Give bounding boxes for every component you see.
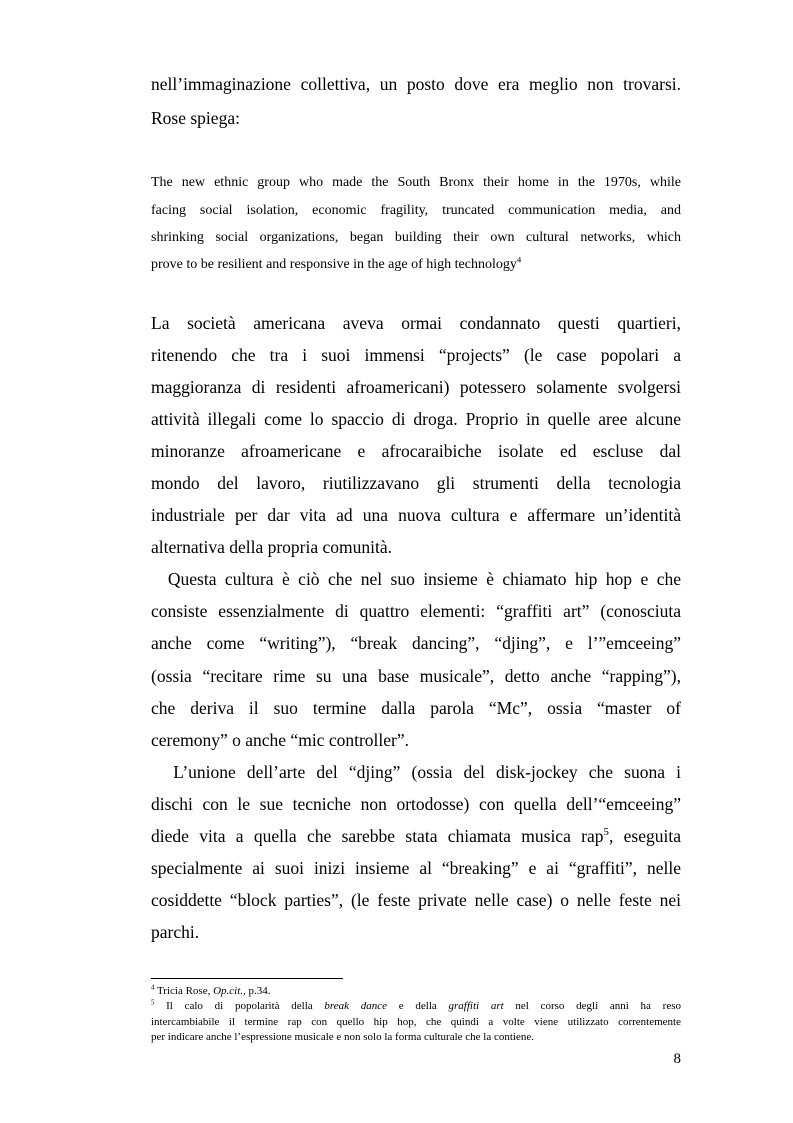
quote-line-4-text: prove to be resilient and responsive in the age of high technology xyxy=(151,257,517,272)
quote-line-2: facing social isolation, economic fragility, truncated communication media, and xyxy=(151,203,681,218)
footnote-5-text-c: e della xyxy=(387,1000,449,1012)
footnote-5-line-2: intercambiabile il termine rap con quello hip hop, che quindi a volte viene utilizzato correntemente xyxy=(151,1016,681,1028)
page-number: 8 xyxy=(673,1051,681,1067)
quote-line-1: The new ethnic group who made the South Bronx their home in the 1970s, while xyxy=(151,175,681,190)
paragraph-2-line-3: anche come “writing”), “break dancing”, “djing”, e l’”emceeing” xyxy=(151,633,681,653)
quote-line-3: shrinking social organizations, began building their own cultural networks, which xyxy=(151,230,681,245)
paragraph-3-line-5: cosiddette “block parties”, (le feste private nelle case) o nelle feste nei xyxy=(151,890,681,910)
intro-line-2: Rose spiega: xyxy=(151,108,240,128)
footnote-5-line-3: per indicare anche l’espressione musicale e non solo la forma culturale che la contiene. xyxy=(151,1031,535,1043)
paragraph-3-line-3-b: , eseguita xyxy=(608,826,681,846)
footnote-4-text-italic: Op.cit., xyxy=(213,985,246,997)
footnote-4-text-b: p.34. xyxy=(245,985,271,997)
footnote-4-text-a: Tricia Rose, xyxy=(154,985,214,997)
footnote-4 xyxy=(151,985,681,997)
paragraph-2-line-6: ceremony” o anche “mic controller”. xyxy=(151,730,409,750)
quote-line-4 xyxy=(151,254,681,273)
paragraph-1-line-3: maggioranza di residenti afroamericani) potessero solamente svolgersi xyxy=(151,377,681,397)
paragraph-1-line-4: attività illegali come lo spaccio di droga. Proprio in quelle aree alcune xyxy=(151,409,681,429)
paragraph-3-line-2: dischi con le sue tecniche non ortodosse) con quella dell’“emceeing” xyxy=(151,794,681,814)
paragraph-3-line-3 xyxy=(151,826,681,847)
footnote-5-line-1 xyxy=(151,1000,681,1012)
paragraph-2-line-2: consiste essenzialmente di quattro elementi: “graffiti art” (conosciuta xyxy=(151,601,681,621)
paragraph-3-line-1: L’unione dell’arte del “djing” (ossia del disk-jockey che suona i xyxy=(151,762,681,782)
paragraph-1-line-6: mondo del lavoro, riutilizzavano gli strumenti della tecnologia xyxy=(151,473,681,493)
paragraph-2-line-1: Questa cultura è ciò che nel suo insieme è chiamato hip hop e che xyxy=(151,569,681,589)
paragraph-1-line-7: industriale per dar vita ad una nuova cultura e affermare un’identità xyxy=(151,505,681,525)
footnote-5-text-e: nel corso degli anni ha reso xyxy=(503,1000,682,1012)
paragraph-1-line-2: ritenendo che tra i suoi immensi “projects” (le case popolari a xyxy=(151,345,681,365)
paragraph-2-line-5: che deriva il suo termine dalla parola “Mc”, ossia “master of xyxy=(151,698,681,718)
footnote-5-number: 5 xyxy=(151,999,155,1007)
footnote-separator xyxy=(151,978,343,979)
paragraph-1-line-1: La società americana aveva ormai condannato questi quartieri, xyxy=(151,313,681,333)
paragraph-1-line-8: alternativa della propria comunità. xyxy=(151,537,393,557)
footnote-4-number: 4 xyxy=(151,984,155,992)
footnote-ref-4[interactable]: 4 xyxy=(516,254,522,265)
paragraph-3-line-3-a: diede vita a quella che sarebbe stata chiamata musica rap xyxy=(151,826,604,846)
paragraph-2-line-4: (ossia “recitare rime su una base musicale”, detto anche “rapping”), xyxy=(151,666,681,686)
paragraph-3-line-4: specialmente ai suoi inizi insieme al “breaking” e ai “graffiti”, nelle xyxy=(151,858,681,878)
footnote-5-text-b: break dance xyxy=(324,1000,388,1012)
footnote-ref-5[interactable]: 5 xyxy=(603,826,609,839)
footnote-5-text-a: Il calo di popolarità della xyxy=(154,1000,325,1012)
paragraph-1-line-5: minoranze afroamericane e afrocaraibiche isolate ed escluse dal xyxy=(151,441,681,461)
footnote-5-text-d: graffiti art xyxy=(448,1000,504,1012)
paragraph-3-line-6: parchi. xyxy=(151,922,200,942)
intro-line-1: nell’immaginazione collettiva, un posto dove era meglio non trovarsi. xyxy=(151,74,681,94)
